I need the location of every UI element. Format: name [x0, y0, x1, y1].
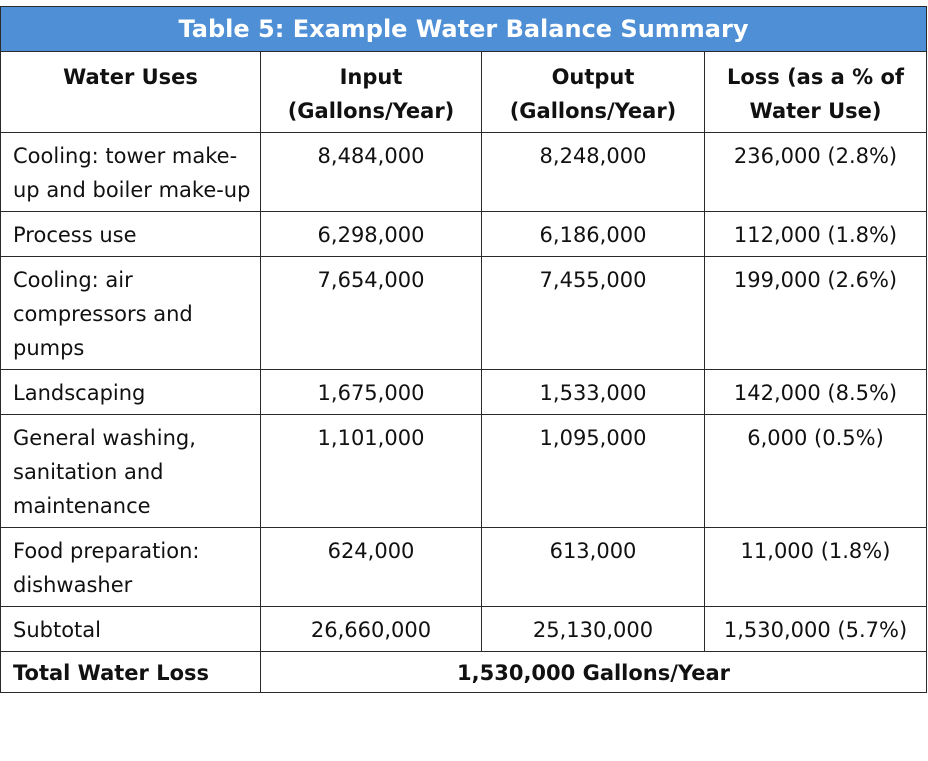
- table-row: [1, 212, 927, 257]
- header-water-uses: [1, 52, 261, 133]
- row-label: Process use: [1, 212, 261, 257]
- row-loss: 6,000 (0.5%): [705, 415, 927, 528]
- water-balance-table-container: [0, 6, 926, 693]
- subtotal-row: [1, 607, 927, 652]
- table-title-row: [1, 7, 927, 52]
- row-input: 1,675,000: [261, 370, 482, 415]
- row-label: Landscaping: [1, 370, 261, 415]
- row-loss: 112,000 (1.8%): [705, 212, 927, 257]
- header-output: [482, 52, 705, 133]
- header-loss: [705, 52, 927, 133]
- row-loss: 236,000 (2.8%): [705, 133, 927, 212]
- row-input: 1,101,000: [261, 415, 482, 528]
- row-output: 7,455,000: [482, 257, 705, 370]
- row-input: 8,484,000: [261, 133, 482, 212]
- row-loss: 142,000 (8.5%): [705, 370, 927, 415]
- total-value: 1,530,000 Gallons/Year: [261, 652, 927, 693]
- row-label: Cooling: air compressors and pumps: [1, 257, 261, 370]
- subtotal-output: 25,130,000: [482, 607, 705, 652]
- subtotal-loss: 1,530,000 (5.7%): [705, 607, 927, 652]
- header-output-line-2: (Gallons/Year): [509, 99, 677, 123]
- header-output-line-1: Output: [551, 65, 635, 89]
- table-title: Table 5: Example Water Balance Summary: [1, 7, 927, 52]
- row-label: Cooling: tower make-up and boiler make-up: [1, 133, 261, 212]
- row-label: General washing, sanitation and maintenance: [1, 415, 261, 528]
- header-input: [261, 52, 482, 133]
- table-row: [1, 370, 927, 415]
- total-label: Total Water Loss: [1, 652, 261, 693]
- subtotal-label: Subtotal: [1, 607, 261, 652]
- header-input-line-1: Input: [339, 65, 403, 89]
- table-header-row: [1, 52, 927, 133]
- header-water-uses-line-1: Water Uses: [63, 65, 198, 89]
- total-row: [1, 652, 927, 693]
- water-balance-table: [0, 6, 927, 693]
- row-loss: 199,000 (2.6%): [705, 257, 927, 370]
- row-output: 8,248,000: [482, 133, 705, 212]
- row-output: 613,000: [482, 528, 705, 607]
- table-row: [1, 528, 927, 607]
- table-row: [1, 133, 927, 212]
- table-row: [1, 415, 927, 528]
- header-loss-line-2: Water Use): [749, 99, 882, 123]
- row-loss: 11,000 (1.8%): [705, 528, 927, 607]
- row-input: 7,654,000: [261, 257, 482, 370]
- row-output: 6,186,000: [482, 212, 705, 257]
- table-row: [1, 257, 927, 370]
- header-input-line-2: (Gallons/Year): [287, 99, 455, 123]
- row-label: Food preparation: dishwasher: [1, 528, 261, 607]
- header-loss-line-1: Loss (as a % of: [726, 65, 905, 89]
- row-output: 1,533,000: [482, 370, 705, 415]
- row-output: 1,095,000: [482, 415, 705, 528]
- row-input: 6,298,000: [261, 212, 482, 257]
- row-input: 624,000: [261, 528, 482, 607]
- subtotal-input: 26,660,000: [261, 607, 482, 652]
